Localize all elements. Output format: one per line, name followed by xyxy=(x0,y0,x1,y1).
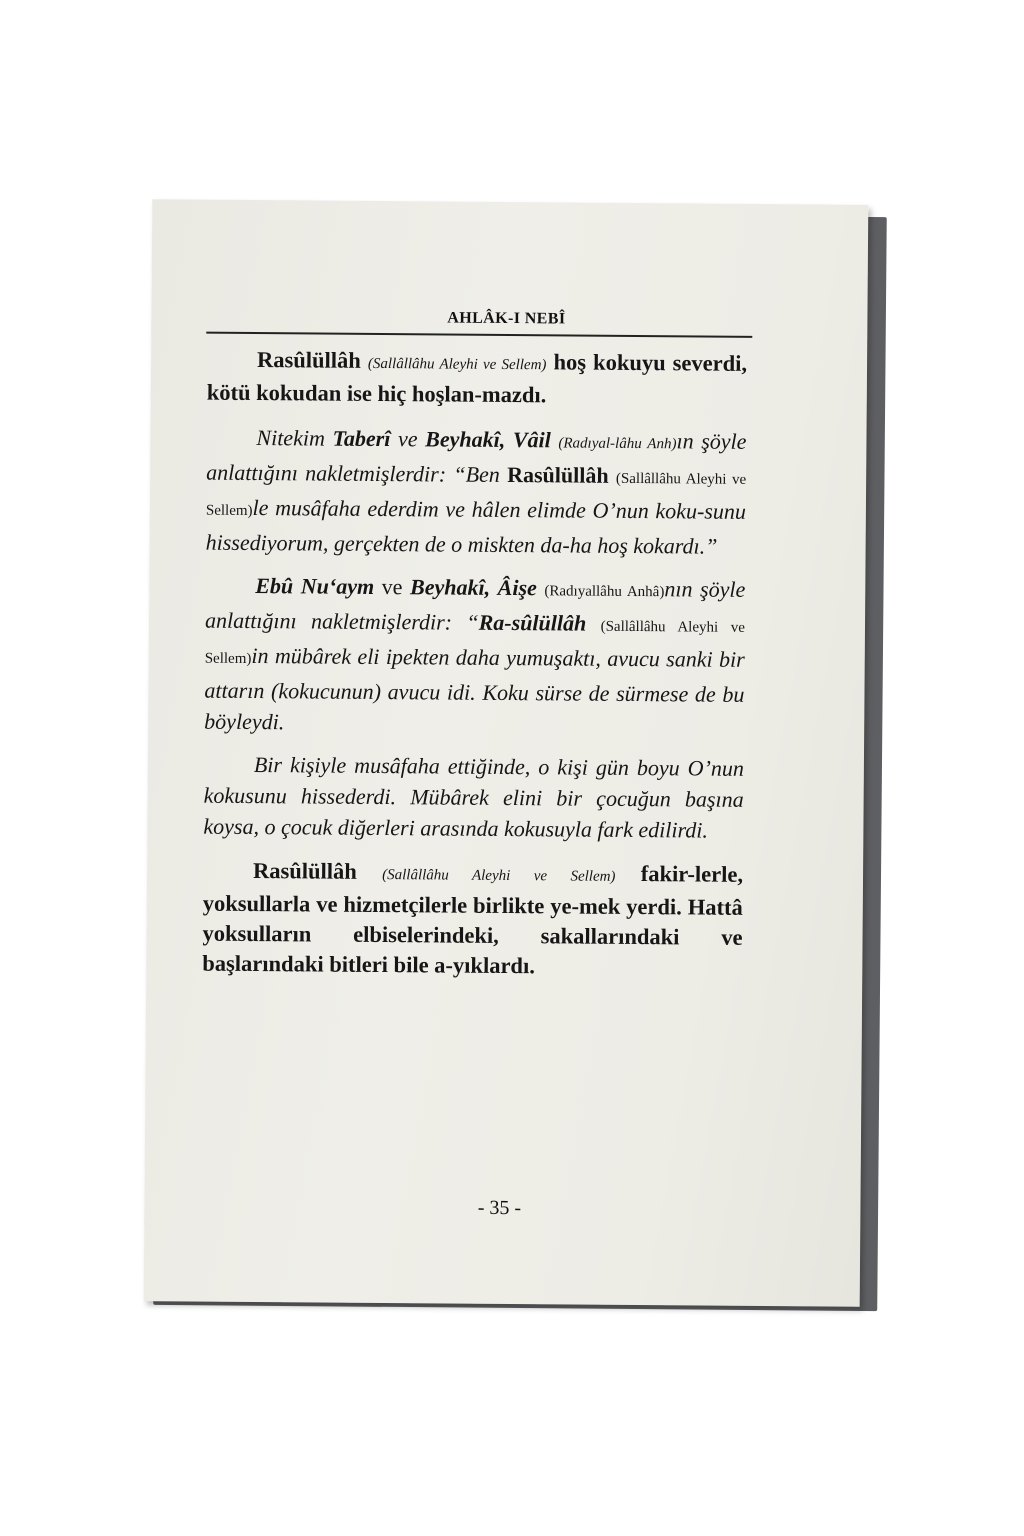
p2-name-taberi: Taberî xyxy=(332,425,391,452)
p5-honorific: (Sallâllâhu Aleyhi ve Sellem) xyxy=(382,867,616,885)
p3-t2: nın şöyle anlattığını nakletmişlerdir: “ xyxy=(204,576,746,635)
p2-t2: ve xyxy=(397,426,418,452)
paragraph-1 xyxy=(207,345,747,412)
p3-honorific-2: (Sallâllâhu Aleyhi ve Sellem) xyxy=(204,618,746,667)
p3-name-beyhaki-aise: Beyhakî, Âişe xyxy=(409,574,537,601)
p1-name: Rasûlüllâh xyxy=(256,347,361,373)
p1-text: hoş kokuyu severdi, kötü kokudan ise hiç hoşlan-mazdı. xyxy=(206,349,748,408)
paragraph-2 xyxy=(206,422,747,562)
p2-honorific-2: (Sallâllâhu Aleyhi ve Sellem) xyxy=(205,470,747,520)
p3-honorific-1: (Radıyallâhu Anhâ) xyxy=(544,583,665,601)
running-title: AHLÂK-I NEBÎ xyxy=(447,309,566,328)
p5-text: fakir-lerle, yoksullarla ve hizmetçilerle birlikte ye-mek yerdi. Hattâ yoksulların elbiselerindeki, sakallarındaki ve başlarındaki bitleri bile a-yıklardı. xyxy=(202,861,744,979)
book-page xyxy=(144,199,869,1307)
p3-name-rasulullah: Ra-sûlüllâh xyxy=(478,609,587,636)
p2-name-beyhaki-vail: Beyhakî, Vâil xyxy=(425,426,551,453)
p2-honorific-1: (Radıyal-lâhu Anh) xyxy=(558,435,677,453)
p3-t3: in mübârek eli ipekten daha yumuşaktı, avucu sanki bir attarın (kokucunun) avucu idi. Koku sürse de sürmese de bu böyleydi. xyxy=(204,642,745,735)
paragraph-5 xyxy=(202,856,743,983)
p3-name-ebu-nuaym: Ebû Nu‘aym xyxy=(255,573,375,599)
header-rule xyxy=(206,332,752,338)
p1-honorific: (Sallâllâhu Aleyhi ve Sellem) xyxy=(367,355,547,374)
p2-t3: ın şöyle anlattığını nakletmişlerdir: “Ben xyxy=(206,428,747,487)
page-number: - 35 - xyxy=(477,1196,522,1220)
p3-t1: ve xyxy=(381,574,403,600)
paragraph-4: Bir kişiyle musâfaha ettiğinde, o kişi gün boyu O’nun kokusunu hissederdi. Mübârek elini bir çocuğun başına koysa, o çocuk diğerleri arasında kokusuyla fark edilirdi. xyxy=(203,752,744,843)
p2-t1: Nitekim xyxy=(256,425,326,451)
p5-name: Rasûlüllâh xyxy=(252,858,357,884)
p2-name-rasulullah: Rasûlüllâh xyxy=(507,462,609,488)
p2-t4: le musâfaha ederdim ve hâlen elimde O’nun koku-sunu hissediyorum, gerçekten de o miskten da-ha hoş kokardı.” xyxy=(205,495,747,559)
paragraph-3 xyxy=(204,570,745,741)
page-body xyxy=(202,345,747,983)
